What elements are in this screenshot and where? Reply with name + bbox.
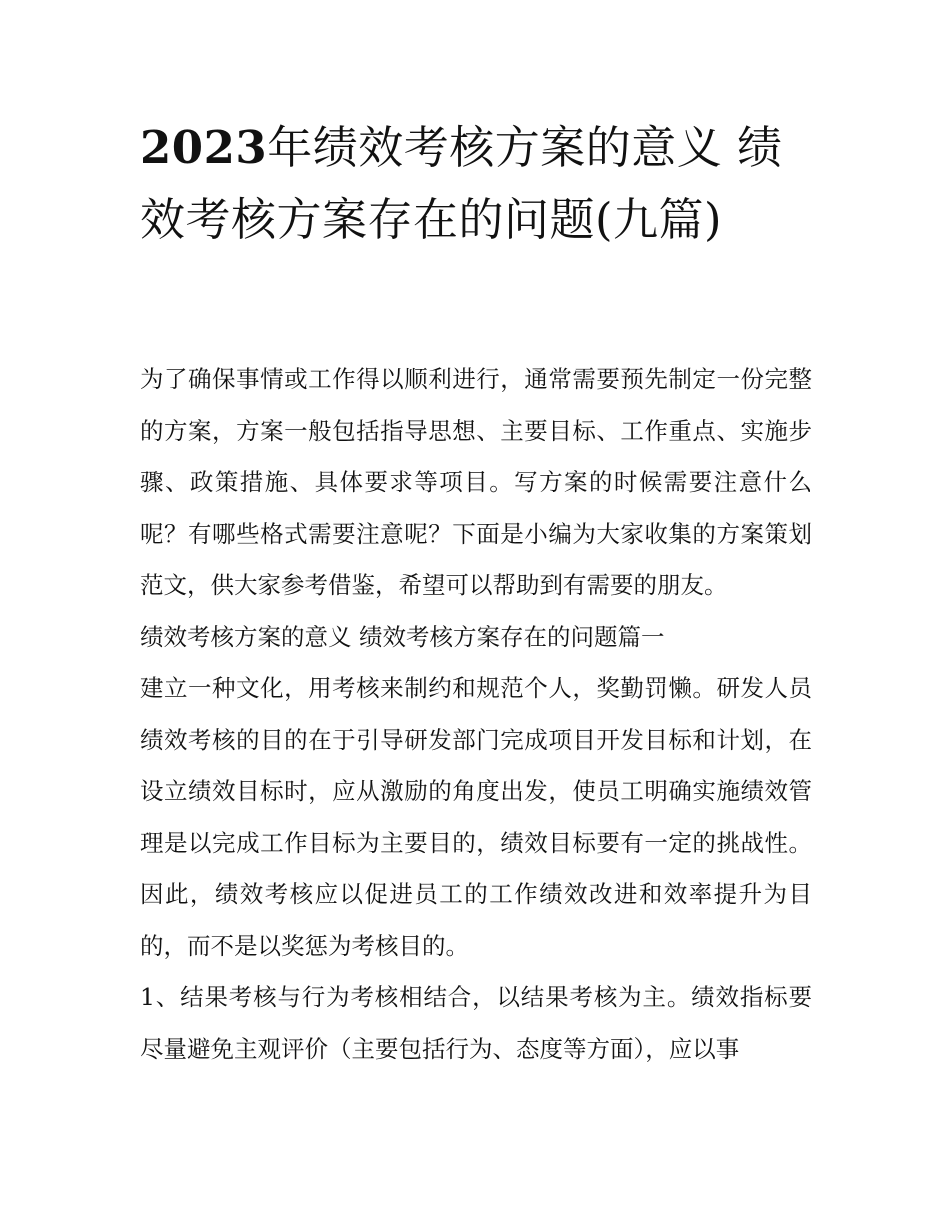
document-title <box>140 112 820 256</box>
section-heading: 绩效考核方案的意义 绩效考核方案存在的问题篇一 <box>140 622 665 651</box>
title-text: 年绩效考核方案的意义 绩效考核方案存在的问题(九篇) <box>140 121 783 246</box>
body-paragraph-1: 建立一种文化，用考核来制约和规范个人，奖勤罚懒。研发人员绩效考核的目的在于引导研发部门完成项目开发目标和计划，在设立绩效目标时，应从激励的角度出发，使员工明确实施绩效管理是以完成工作目标为主要目的，绩效目标要有一定的挑战性。因此，绩效考核应以促进员工的工作绩效改进和效率提升为目的，而不是以奖惩为考核目的。 <box>140 674 812 960</box>
intro-paragraph: 为了确保事情或工作得以顺利进行，通常需要预先制定一份完整的方案，方案一般包括指导思想、主要目标、工作重点、实施步骤、政策措施、具体要求等项目。写方案的时候需要注意什么呢？有哪些格式需要注意呢？下面是小编为大家收集的方案策划范文，供大家参考借鉴，希望可以帮助到有需要的朋友。 <box>140 365 812 599</box>
body-paragraph-2: 1、结果考核与行为考核相结合，以结果考核为主。绩效指标要尽量避免主观评价（主要包括行为、态度等方面），应以事 <box>140 983 812 1063</box>
title-year: 2023 <box>140 121 268 174</box>
document-body <box>140 354 812 1075</box>
